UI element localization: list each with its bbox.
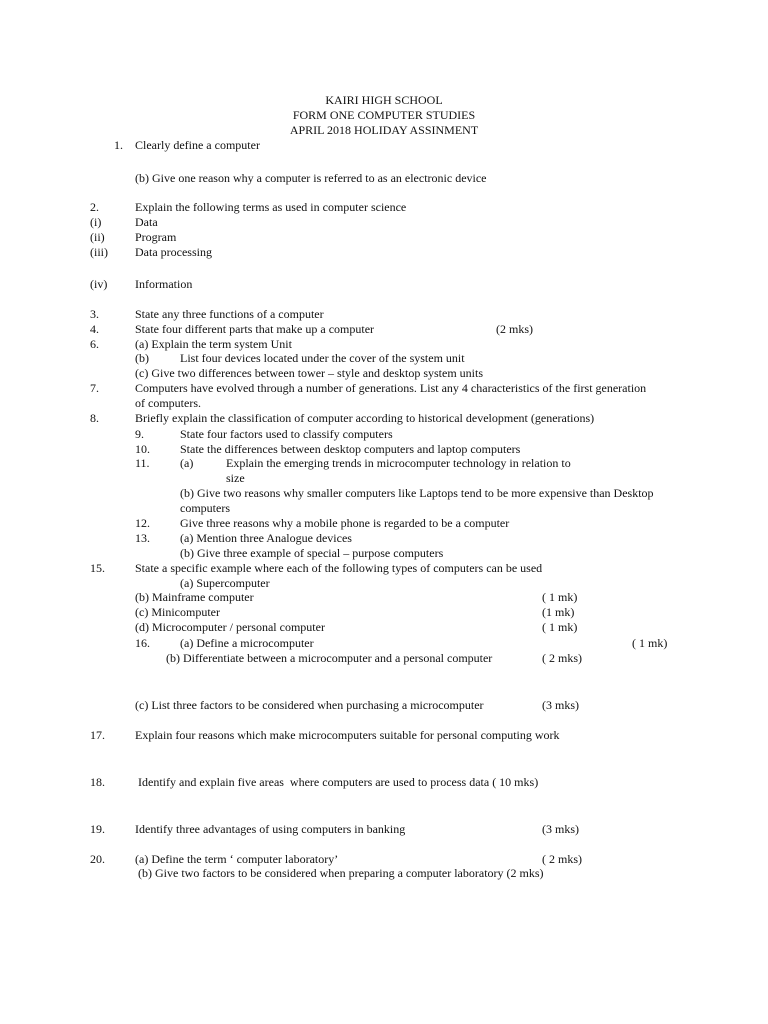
question-text: (a) Explain the term system Unit: [135, 337, 292, 351]
question-text: (a) Mention three Analogue devices: [180, 531, 352, 545]
question-number: 12.: [135, 516, 150, 530]
marks-label: ( 1 mk): [542, 590, 578, 604]
question-number: 19.: [90, 822, 105, 836]
item-text: Data processing: [135, 245, 212, 259]
question-text: List four devices located under the cover of the system unit: [180, 351, 465, 365]
question-text: of computers.: [135, 396, 201, 410]
question-text: (a) Define a microcomputer: [180, 636, 314, 650]
question-number: 6.: [90, 337, 99, 351]
question-text: size: [226, 471, 245, 485]
question-text: State any three functions of a computer: [135, 307, 324, 321]
question-text: State four different parts that make up a computer: [135, 322, 375, 336]
question-number: 7.: [90, 381, 99, 395]
question-number: 20.: [90, 852, 105, 866]
question-text: Computers have evolved through a number of generations. List any 4 characteristics of the first generation: [135, 381, 647, 395]
item-text: Program: [135, 230, 177, 244]
marks-label: ( 1 mk): [632, 636, 668, 650]
question-number: 9.: [135, 427, 144, 441]
item-number: (ii): [90, 230, 105, 244]
question-text: Clearly define a computer: [135, 138, 260, 152]
question-number: 18.: [90, 775, 105, 789]
question-number: 13.: [135, 531, 150, 545]
question-text: (a) Supercomputer: [180, 576, 270, 590]
subject-heading: FORM ONE COMPUTER STUDIES: [292, 108, 476, 122]
question-text: (c) Minicomputer: [135, 605, 220, 619]
assignment-title: APRIL 2018 HOLIDAY ASSINMENT: [289, 123, 479, 137]
question-text: (d) Microcomputer / personal computer: [135, 620, 325, 634]
question-text: (c) Give two differences between tower – style and desktop system units: [135, 366, 484, 380]
question-text: (c) List three factors to be considered when purchasing a microcomputer: [135, 698, 484, 712]
school-name: KAIRI HIGH SCHOOL: [325, 93, 443, 107]
question-text: (a) Define the term ‘ computer laboratory’: [135, 852, 339, 866]
question-number: 11.: [135, 456, 150, 470]
question-text: (b) Give three example of special – purpose computers: [180, 546, 444, 560]
question-text: Identify three advantages of using computers in banking: [135, 822, 406, 836]
question-text: State four factors used to classify computers: [180, 427, 393, 441]
question-text: (b) Mainframe computer: [135, 590, 254, 604]
marks-label: ( 1 mk): [542, 620, 578, 634]
question-number: 8.: [90, 411, 99, 425]
item-number: (b): [135, 351, 149, 365]
item-text: Information: [135, 277, 193, 291]
question-text: Give three reasons why a mobile phone is regarded to be a computer: [180, 516, 510, 530]
question-text: Explain four reasons which make microcomputers suitable for personal computing work: [135, 728, 560, 742]
question-text: (b) Differentiate between a microcomputer and a personal computer: [166, 651, 493, 665]
marks-label: (1 mk): [542, 605, 575, 619]
question-text: computers: [180, 501, 230, 515]
item-text: Data: [135, 215, 158, 229]
marks-label: ( 2 mks): [542, 651, 582, 665]
question-number: 2.: [90, 200, 99, 214]
question-number: 16.: [135, 636, 150, 650]
question-text: State a specific example where each of the following types of computers can be used: [135, 561, 543, 575]
question-number: 4.: [90, 322, 99, 336]
question-text: (b) Give two factors to be considered when preparing a computer laboratory (2 mks): [135, 866, 544, 880]
question-number: 15.: [90, 561, 105, 575]
marks-label: (2 mks): [496, 322, 533, 336]
question-text: (b) Give one reason why a computer is referred to as an electronic device: [135, 171, 487, 185]
marks-label: (3 mks): [542, 698, 579, 712]
question-text: Briefly explain the classification of computer according to historical development (generations): [135, 411, 595, 425]
item-number: (iv): [90, 277, 108, 291]
question-text: Identify and explain five areas where computers are used to process data ( 10 mks): [135, 775, 539, 789]
item-number: (a): [180, 456, 194, 470]
item-number: (i): [90, 215, 102, 229]
question-text: State the differences between desktop computers and laptop computers: [180, 442, 521, 456]
question-text: Explain the emerging trends in microcomputer technology in relation to: [226, 456, 571, 470]
marks-label: (3 mks): [542, 822, 579, 836]
item-number: (iii): [90, 245, 108, 259]
question-text: Explain the following terms as used in computer science: [135, 200, 407, 214]
question-number: 10.: [135, 442, 150, 456]
question-number: 17.: [90, 728, 105, 742]
question-text: (b) Give two reasons why smaller computers like Laptops tend to be more expensive than Desktop: [180, 486, 654, 500]
question-number: 3.: [90, 307, 99, 321]
marks-label: ( 2 mks): [542, 852, 582, 866]
question-number: 1.: [114, 138, 123, 152]
